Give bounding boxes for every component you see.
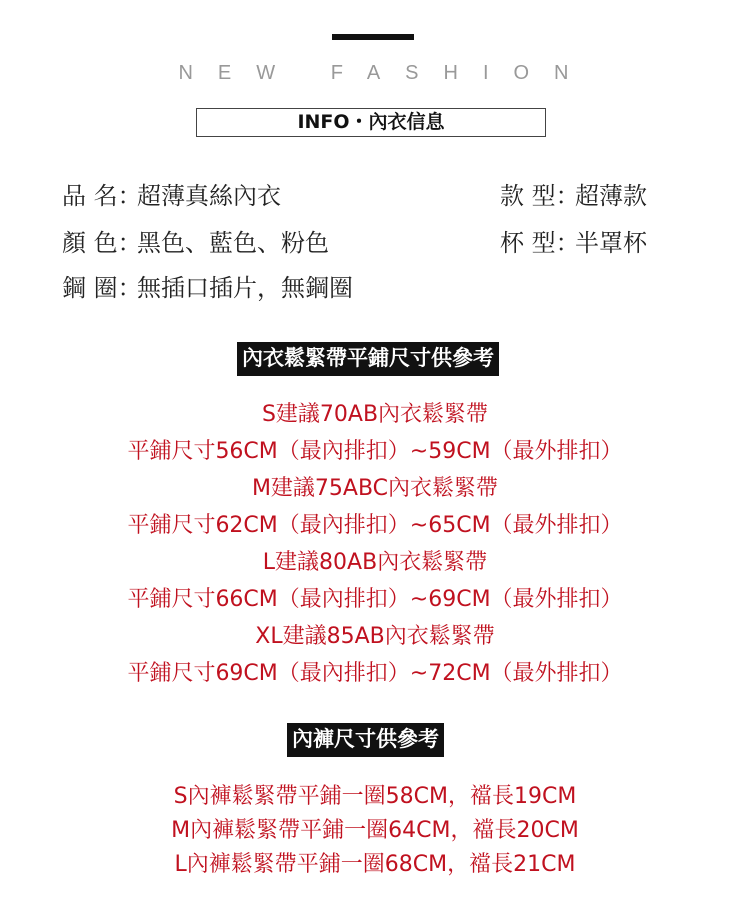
- spec-style-value: 超薄款: [575, 182, 647, 210]
- bra-size-line: L建議80AB內衣鬆緊帶: [262, 550, 488, 575]
- panty-size-line: S內褲鬆緊帶平鋪一圈58CM，襠長19CM: [173, 784, 577, 809]
- panty-size-line: L內褲鬆緊帶平鋪一圈68CM，襠長21CM: [174, 852, 576, 877]
- spec-cup: [500, 228, 647, 258]
- bra-size-line: 平鋪尺寸62CM（最內排扣）~65CM（最外排扣）: [127, 513, 623, 538]
- spec-color-label: 顏 色：: [62, 229, 142, 257]
- panty-size-line: M內褲鬆緊帶平鋪一圈64CM，襠長20CM: [171, 818, 579, 843]
- spec-wire-label: 鋼 圈：: [62, 274, 142, 302]
- spec-name-label: 品 名：: [62, 182, 142, 210]
- bra-size-line: 平鋪尺寸56CM（最內排扣）~59CM（最外排扣）: [127, 439, 623, 464]
- spec-name-value: 超薄真絲內衣: [137, 182, 281, 210]
- spec-style: [500, 181, 647, 211]
- spec-name: [62, 181, 281, 211]
- bra-size-line: XL建議85AB內衣鬆緊帶: [255, 624, 495, 649]
- bra-size-list: [0, 396, 750, 692]
- bra-section-title: 內衣鬆緊帶平鋪尺寸供參考: [237, 342, 499, 376]
- bra-size-line: 平鋪尺寸69CM（最內排扣）~72CM（最外排扣）: [127, 661, 623, 686]
- spec-wire-value: 無插口插片，無鋼圈: [137, 274, 353, 302]
- info-title-box: INFO・內衣信息: [196, 108, 546, 137]
- spec-color: [62, 228, 329, 258]
- panty-section-title: 內褲尺寸供參考: [287, 723, 444, 757]
- spec-color-value: 黑色、藍色、粉色: [137, 229, 329, 257]
- spec-cup-label: 杯 型：: [500, 229, 580, 257]
- bra-size-line: M建議75ABC內衣鬆緊帶: [251, 476, 499, 501]
- bra-size-line: 平鋪尺寸66CM（最內排扣）~69CM（最外排扣）: [127, 587, 623, 612]
- spec-wire: [62, 273, 353, 303]
- top-decor-bar: [332, 34, 414, 40]
- spec-style-label: 款 型：: [500, 182, 580, 210]
- panty-size-list: [0, 780, 750, 882]
- bra-size-line: S建議70AB內衣鬆緊帶: [261, 402, 489, 427]
- spec-cup-value: 半罩杯: [575, 229, 647, 257]
- brand-tagline: NEW FASHION: [178, 62, 594, 84]
